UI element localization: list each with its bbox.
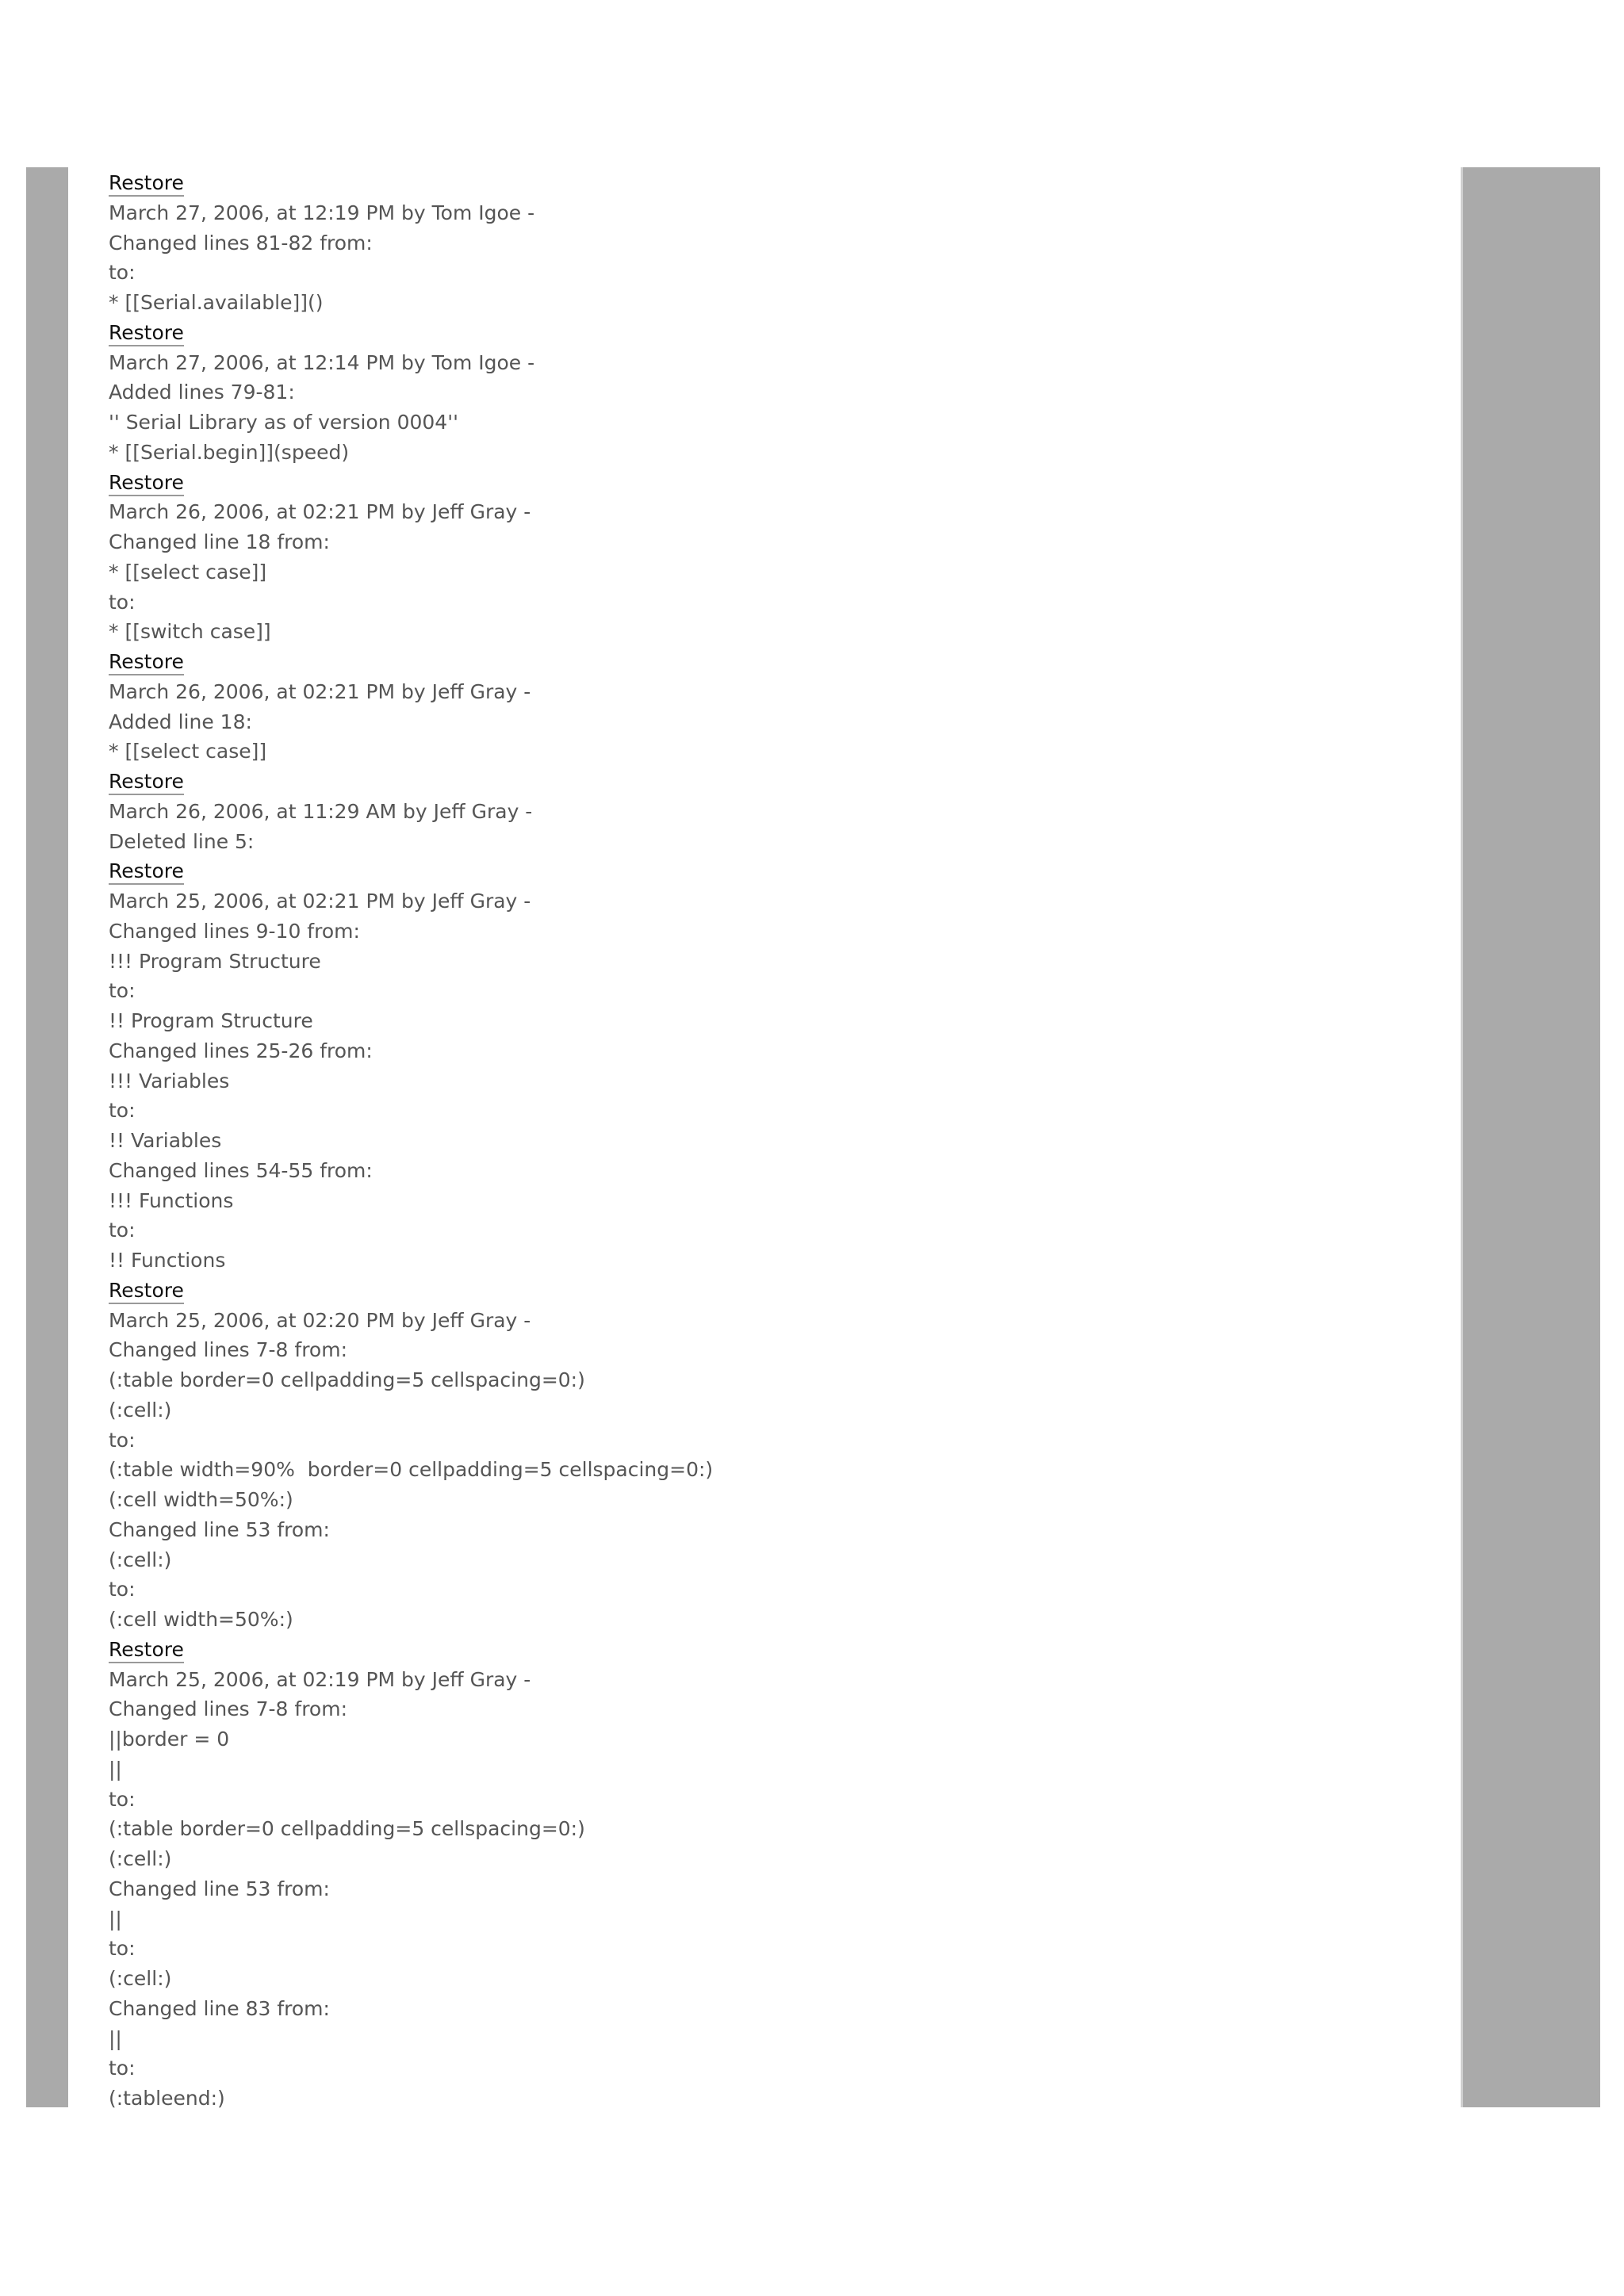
history-text-line: Added line 18:: [109, 710, 252, 733]
history-text-line: !! Variables: [109, 1129, 222, 1152]
history-text-line: (:cell:): [109, 1847, 172, 1870]
history-text-line: !! Functions: [109, 1249, 226, 1272]
history-text-line: '' Serial Library as of version 0004'': [109, 411, 458, 434]
history-text-line: Changed lines 9-10 from:: [109, 919, 360, 943]
history-text-line: to:: [109, 1937, 136, 1961]
history-text-line: !!! Functions: [109, 1188, 234, 1212]
history-text-line: March 25, 2006, at 02:20 PM by Jeff Gray -: [109, 1308, 531, 1332]
history-text-line: * [[switch case]]: [109, 620, 271, 644]
history-text-line: ||: [109, 1907, 122, 1931]
restore-link[interactable]: Restore: [109, 1638, 184, 1663]
left-sidebar-bar: [26, 167, 68, 2107]
history-text-line: Changed lines 7-8 from:: [109, 1338, 348, 1362]
history-text-line: (:table width=90% border=0 cellpadding=5 cellspacing=0:): [109, 1458, 714, 1482]
history-text-line: to:: [109, 1219, 136, 1242]
history-text-line: !! Program Structure: [109, 1009, 313, 1032]
history-text-line: March 25, 2006, at 02:19 PM by Jeff Gray -: [109, 1667, 531, 1691]
history-text-line: to:: [109, 1099, 136, 1123]
restore-row: [109, 856, 1441, 886]
history-text-line: March 25, 2006, at 02:21 PM by Jeff Gray -: [109, 890, 531, 913]
history-text-line: Changed lines 81-82 from:: [109, 231, 373, 254]
history-text-line: * [[select case]]: [109, 740, 267, 763]
history-text-line: ||: [109, 1757, 122, 1781]
history-text-line: (:cell width=50%:): [109, 1608, 293, 1631]
history-text-line: March 27, 2006, at 12:19 PM by Tom Igoe -: [109, 201, 535, 224]
history-text-line: to:: [109, 590, 136, 614]
restore-link[interactable]: Restore: [109, 1279, 184, 1304]
history-text-line: to:: [109, 979, 136, 1003]
restore-link[interactable]: Restore: [109, 471, 184, 496]
restore-row: [109, 1635, 1441, 1665]
history-text-line: to:: [109, 1787, 136, 1811]
history-text-line: Changed lines 25-26 from:: [109, 1039, 373, 1062]
history-text-line: Changed line 53 from:: [109, 1877, 330, 1900]
history-text-line: Changed line 18 from:: [109, 530, 330, 553]
history-text-line: to:: [109, 1578, 136, 1601]
restore-row: [109, 168, 1441, 198]
history-text-line: (:table border=0 cellpadding=5 cellspacing=0:): [109, 1368, 585, 1391]
history-text-line: (:tableend:): [109, 2087, 225, 2110]
restore-row: [109, 318, 1441, 348]
history-text-line: March 26, 2006, at 02:21 PM by Jeff Gray -: [109, 679, 531, 703]
history-text-line: (:cell:): [109, 1967, 172, 1990]
history-text-line: Changed line 53 from:: [109, 1517, 330, 1541]
history-text-line: to:: [109, 2057, 136, 2080]
history-text-line: March 26, 2006, at 02:21 PM by Jeff Gray -: [109, 500, 531, 524]
history-text-line: * [[select case]]: [109, 560, 267, 584]
history-text-line: (:cell:): [109, 1398, 172, 1422]
history-text-line: (:cell:): [109, 1548, 172, 1571]
history-text-line: ||: [109, 2026, 122, 2050]
history-text-line: * [[Serial.begin]](speed): [109, 440, 350, 464]
history-text-line: !!! Program Structure: [109, 949, 321, 973]
restore-link[interactable]: Restore: [109, 650, 184, 675]
restore-row: [109, 647, 1441, 677]
history-text-line: !!! Variables: [109, 1069, 230, 1093]
history-text-line: (:table border=0 cellpadding=5 cellspacing=0:): [109, 1817, 585, 1841]
history-text-line: Deleted line 5:: [109, 829, 255, 853]
history-text-line: Added lines 79-81:: [109, 381, 295, 404]
restore-link[interactable]: Restore: [109, 859, 184, 885]
history-text-line: Changed lines 7-8 from:: [109, 1697, 348, 1721]
history-text-line: to:: [109, 261, 136, 285]
restore-row: [109, 468, 1441, 498]
restore-row: [109, 1276, 1441, 1306]
restore-link[interactable]: Restore: [109, 321, 184, 346]
history-text-line: March 27, 2006, at 12:14 PM by Tom Igoe -: [109, 350, 535, 374]
history-text-line: (:cell width=50%:): [109, 1488, 293, 1511]
history-text-line: to:: [109, 1428, 136, 1452]
page-history-content: [109, 168, 1441, 2114]
restore-row: [109, 767, 1441, 797]
history-text-line: Changed line 83 from:: [109, 1996, 330, 2020]
history-text-line: Changed lines 54-55 from:: [109, 1158, 373, 1182]
restore-link[interactable]: Restore: [109, 171, 184, 197]
history-text-line: March 26, 2006, at 11:29 AM by Jeff Gray -: [109, 799, 533, 823]
history-text-line: * [[Serial.available]](): [109, 291, 324, 314]
right-sidebar-bar: [1461, 167, 1600, 2107]
history-text-line: ||border = 0: [109, 1728, 230, 1751]
restore-link[interactable]: Restore: [109, 770, 184, 795]
